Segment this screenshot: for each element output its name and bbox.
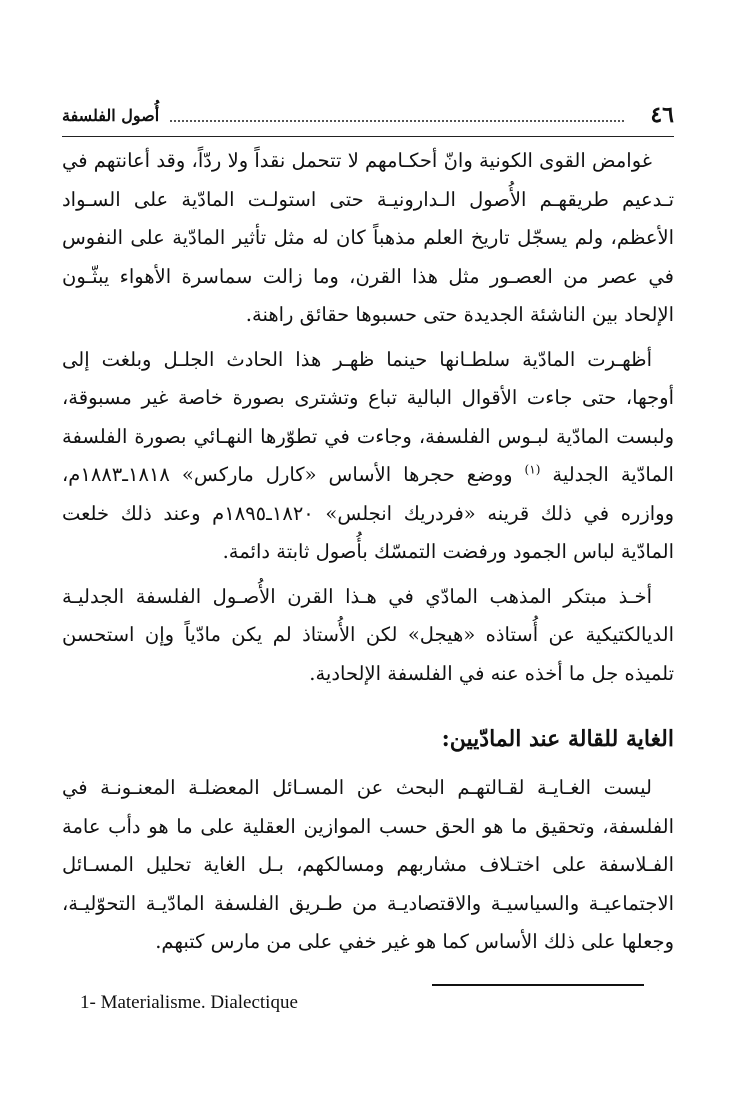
paragraph-2-text-b: ووضع حجرها الأساس «كارل ماركس» ١٨١٨ـ١٨٨٣م، ووازره في ذلك قرينه «فردريك انجلس» ١٨٢٠ـ١٨٩٥م وعند ذلك خلعت المادّية لباس الجمود ورفضت التمسّك بأُصول ثابتة دائمة. — [62, 463, 675, 563]
paragraph-3: أخـذ مبتكر المذهب المادّي في هـذا القرن الأُصـول الفلسفة الجدليـة الديالكتيكية عن أُستاذه «هيجل» لكن الأُستاذ لم يكن مادّياً وإن استحسن تلميذه جل ما أخذه عنه في الفلسفة الإلحادية. — [62, 584, 674, 685]
running-title: أُصول الفلسفة — [62, 106, 160, 125]
paragraph-2-text-a: أظهـرت المادّية سلطـانها حينما ظهـر هذا الحادث الجلـل وبلغت إلى أوجها، حتى جاءت الأقوال البالية تباع وتشترى بصورة خاصة غير مسبوقة، ولبست المادّية لبـوس الفلسفة، وجاءت في تطوّرها النهـائي بصورة الفلسفة المادّية الجدلية — [62, 347, 674, 486]
main-text — [62, 142, 674, 962]
page-number: ٤٦ — [650, 102, 674, 128]
paragraph-4: ليست الغـايـة لقـالتهـم البحث عن المسـائل المعضلـة المعنـونـة في الفلسفة، وتحقيق ما هو الحق حسب الموازين العقلية على ما هو دأب عامة الفـلاسفة على اختـلاف مشاربهم ومسالكهم، بـل الغاية تحليل المسـائل الاجتماعيـة والسياسيـة والاقتصاديـة من طـريق الفلسفة المادّيـة التحوّليـة، وجعلها على ذلك الأساس كما هو غير خفي على من مارس كتبهم. — [62, 776, 674, 953]
footnote: 1- Materialisme. Dialectique — [80, 992, 298, 1013]
paragraph-2 — [62, 341, 674, 572]
footnote-reference[interactable]: (١) — [524, 462, 541, 477]
section-heading: الغاية للقالة عند المادّيين: — [441, 726, 674, 752]
paragraph-1: غوامض القوى الكونية وانّ أحكـامهم لا تتحمل نقداً ولا ردّاً، وقد أعانتهم في تـدعيم طريقهـم الأُصول الـدارونيـة حتى استولـت المادّية على السـواد الأعظم، ولم يسجّل تاريخ العلم مذهباً كان له مثل تأثير المادّية على النفوس في عصر من العصـور مثل هذا القرن، وما زالت سماسرة الأهواء يبثّـون الإلحاد بين الناشئة الجديدة حتى حسبوها حقائق راهنة. — [62, 149, 674, 326]
footnote-rule — [432, 984, 644, 986]
running-header — [62, 100, 674, 134]
header-dotted-leader — [170, 120, 624, 122]
header-rule — [62, 136, 674, 137]
